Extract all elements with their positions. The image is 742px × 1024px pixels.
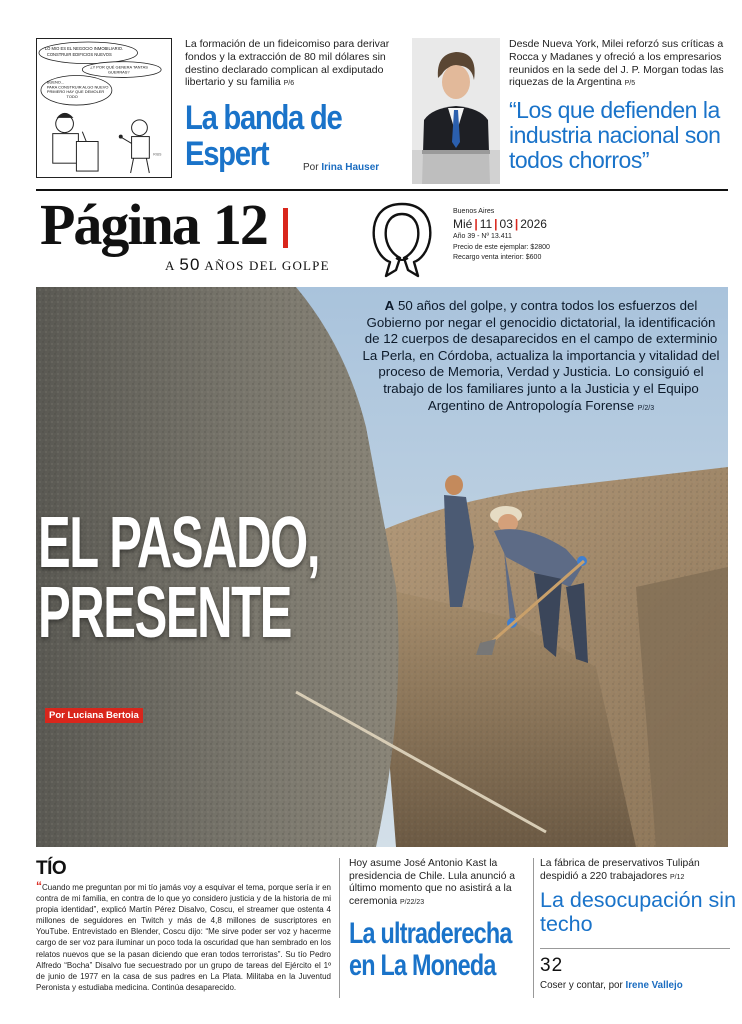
tio-body-text: Cuando me preguntan por mi tío jamás voy a esquivar el tema, porque sería ir en contra de mi familia, en contra de lo que yo considero justicia y de la historia de mi propia identidad”, explicó Martín Pérez Disalvo, Coscu, el streamer que ostenta 4 millones de seguidores en Twitch y más de 4,8 millones de suscriptores en YouTube. Entrevistado en Blender, Coscu dijo: “Me sirve poder ser voz y hacerme cargo de ser voz para iluminar un poco toda la oscuridad que han sembrado en los relatos nuevos que se la pasan diciendo que eran todos terroristas”. Su tío Pedro Alfredo “Bocha” Disalvo fue secuestrado por un grupo de tareas del Ejército el 1º de junio de 1977 en la casa de sus padres en La Plata. Militaba en la Juventud Peronista y estudiaba medicina. Continúa desaparecido. bbox=[36, 883, 331, 992]
back-divider bbox=[540, 948, 730, 949]
espert-page-ref[interactable]: P/6 bbox=[283, 80, 295, 88]
edition-date-y: 2026 bbox=[520, 217, 547, 231]
tulipan-page-ref[interactable]: P/12 bbox=[669, 873, 685, 881]
masthead-name: Página bbox=[40, 192, 199, 257]
espert-lead-text: La formación de un fideicomiso para derivar fondos y la extracción de 80 mil dólares sin destino declarado complican al exdiputado libertario y su familia bbox=[185, 38, 390, 89]
espert-author: Irina Hauser bbox=[321, 162, 380, 173]
masthead-logo[interactable] bbox=[40, 194, 267, 256]
top-divider bbox=[36, 189, 728, 191]
tio-heading[interactable]: TÍO bbox=[36, 858, 67, 879]
hero-lead-initial: A bbox=[384, 298, 395, 313]
milei-portrait bbox=[412, 38, 500, 184]
back-teaser-author: Irene Vallejo bbox=[625, 980, 683, 991]
tulipan-lead-text: La fábrica de preservativos Tulipán despidió a 220 trabajadores bbox=[540, 858, 700, 882]
svg-text:PRIMERO HAY QUE DEMOLER: PRIMERO HAY QUE DEMOLER bbox=[46, 89, 105, 95]
milei-quote[interactable]: “Los que defienden la industria nacional son todos chorros” bbox=[509, 97, 721, 173]
kast-lead bbox=[349, 858, 534, 909]
masthead-subtitle-pre: A bbox=[165, 258, 180, 273]
hero-page-ref[interactable]: P/2/3 bbox=[637, 404, 655, 412]
edition-date-d: 11 bbox=[479, 217, 493, 231]
espert-by-prefix: Por bbox=[303, 162, 319, 173]
masthead-number: 12 bbox=[212, 192, 267, 257]
milei-page-ref[interactable]: P/5 bbox=[624, 80, 636, 88]
tio-quote-mark: “ bbox=[36, 879, 42, 893]
hero-headline-line2: PRESENTE bbox=[38, 573, 292, 653]
kast-page-ref[interactable]: P/22/23 bbox=[399, 898, 425, 906]
edition-info bbox=[453, 208, 603, 263]
back-page-number[interactable]: 32 bbox=[540, 955, 564, 976]
svg-text:TODO: TODO bbox=[66, 94, 78, 100]
svg-text:BUENO...: BUENO... bbox=[46, 79, 65, 85]
edition-issue: Año 39 - Nº 13.411 bbox=[453, 233, 512, 240]
white-scarf-icon bbox=[366, 200, 438, 278]
back-teaser[interactable] bbox=[540, 980, 683, 991]
hero-headline-line1: EL PASADO, bbox=[38, 503, 320, 583]
hero-lead-text: 50 años del golpe, y contra todos los esfuerzos del Gobierno por negar el genocidio dictatorial, la identificación de 12 cuerpos de desaparecidos en el campo de exterminio La Perla, en Córdoba, actualiza la importancia y vitalidad del proceso de Memoria, Verdad y Justicia. Lo consiguió el trabajo de los familiares junto a la Justicia y el Equipo Argentino de Antropología Forense bbox=[362, 298, 720, 413]
edition-date-m: 03 bbox=[499, 217, 513, 231]
svg-text:GUERRAS?: GUERRAS? bbox=[107, 69, 130, 75]
hero-headline[interactable] bbox=[38, 503, 320, 653]
espert-headline-line1: La banda de bbox=[185, 99, 342, 137]
tio-body bbox=[36, 879, 331, 993]
masthead-red-bar bbox=[283, 208, 288, 248]
espert-byline bbox=[303, 162, 379, 173]
edition-city: Buenos Aires bbox=[453, 208, 495, 215]
comic-drawing bbox=[37, 39, 171, 177]
tulipan-lead bbox=[540, 858, 730, 884]
masthead-subtitle bbox=[165, 255, 330, 275]
edition-date: Mié | 11 | 03 | 2026 bbox=[453, 217, 547, 231]
kast-lead-text: Hoy asume José Antonio Kast la presidencia de Chile. Lula anunció a último momento que no asistirá a la ceremonia bbox=[349, 858, 516, 907]
masthead-subtitle-post: AÑOS DEL GOLPE bbox=[200, 258, 330, 273]
svg-text:RIUS: RIUS bbox=[153, 152, 162, 157]
milei-photo bbox=[412, 38, 500, 184]
edition-day: Mié bbox=[453, 217, 473, 231]
back-teaser-text: Coser y contar, por bbox=[540, 980, 623, 991]
column-divider-2 bbox=[533, 858, 534, 998]
espert-lead bbox=[185, 38, 395, 91]
svg-text:PARA CONSTRUIR ALGO NUEVO: PARA CONSTRUIR ALGO NUEVO bbox=[46, 84, 109, 90]
column-divider-1 bbox=[339, 858, 340, 998]
hero-byline: Por Luciana Bertoia bbox=[45, 708, 143, 723]
milei-lead bbox=[509, 38, 729, 91]
kast-headline[interactable] bbox=[349, 918, 536, 982]
svg-text:LO MIO ES EL NEGOCIO INMOBILIA: LO MIO ES EL NEGOCIO INMOBILIARIO. bbox=[44, 45, 124, 51]
svg-text:¿Y POR QUÉ GENERA TANTAS: ¿Y POR QUÉ GENERA TANTAS bbox=[90, 64, 148, 70]
espert-headline-line2: Espert bbox=[185, 135, 269, 173]
edition-surcharge: Recargo venta interior: $600 bbox=[453, 254, 542, 261]
kast-headline-line2: en La Moneda bbox=[349, 949, 496, 982]
hero-lead bbox=[360, 298, 722, 417]
svg-text:CONSTRUIR EDIFICIOS NUEVOS: CONSTRUIR EDIFICIOS NUEVOS bbox=[46, 51, 112, 57]
masthead-subtitle-num: 50 bbox=[179, 255, 201, 274]
kast-headline-line1: La ultraderecha bbox=[349, 917, 512, 950]
comic-strip bbox=[36, 38, 172, 178]
edition-price: Precio de este ejemplar: $2800 bbox=[453, 244, 550, 251]
milei-lead-text: Desde Nueva York, Milei reforzó sus críticas a Rocca y Madanes y ofreció a los empresarios reunidos en la sede del J. P. Morgan todas las riquezas de la Argentina bbox=[509, 38, 724, 89]
tulipan-headline[interactable]: La desocupación sin techo bbox=[540, 888, 737, 936]
